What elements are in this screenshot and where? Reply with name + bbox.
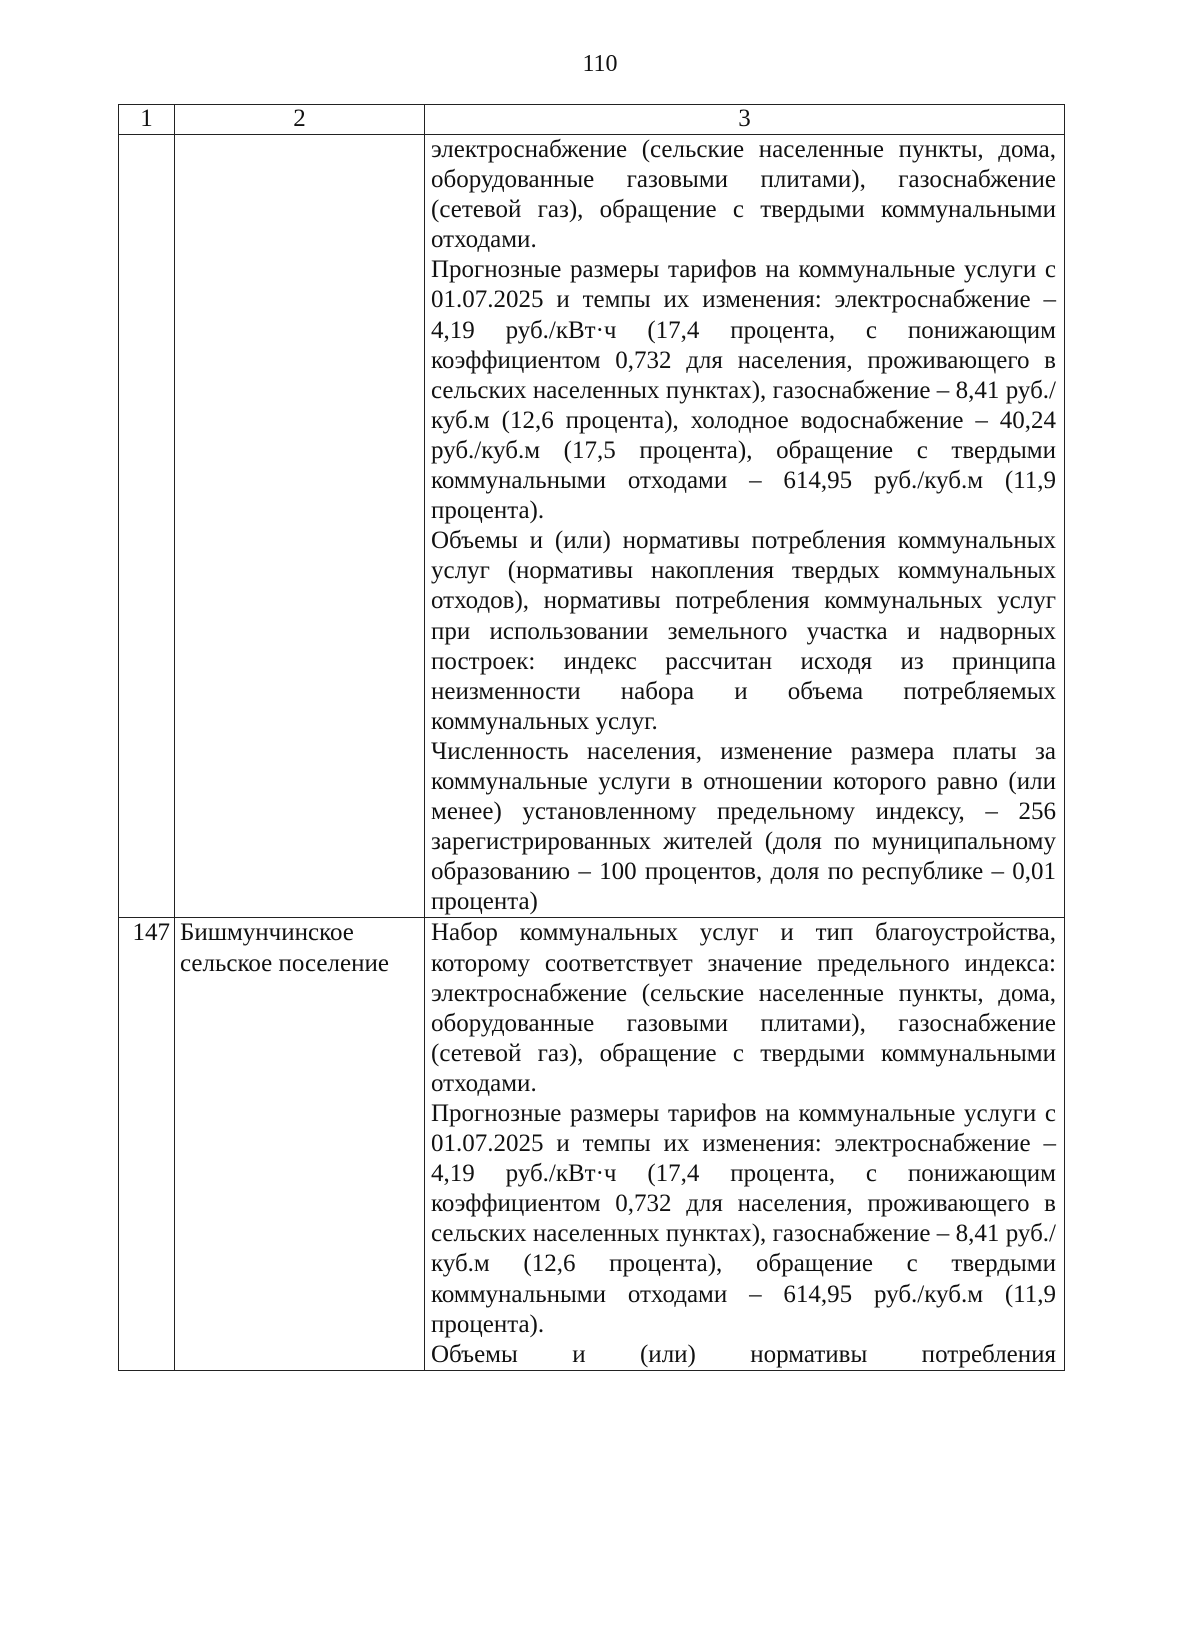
header-col-2: 2 (175, 105, 425, 135)
table-row-continuation (119, 135, 1065, 918)
table-row-147 (119, 918, 1065, 1370)
settlement-name: Бишмунчинское сельское поселение (175, 918, 425, 1370)
services-set-paragraph: Набор коммунальных услуг и тип благоустройства, которому соответствует значение предельного индекса: электроснабжение (сельские населенные пункты, дома, оборудованные газовыми плитами), газоснабжение (сетевой газ), обращение с твердыми коммунальными отходами. (431, 919, 1056, 1097)
table-header-row (119, 105, 1065, 135)
services-set-paragraph: электроснабжение (сельские населенные пункты, дома, оборудованные газовыми плитами), газоснабжение (сетевой газ), обращение с твердыми коммунальными отходами. (431, 136, 1056, 254)
row-content (425, 918, 1065, 1370)
tariffs-paragraph: Прогнозные размеры тарифов на коммунальные услуги с 01.07.2025 и темпы их изменения: электроснабжение – 4,19 руб./кВт·ч (17,4 процента, с понижающим коэффициентом 0,732 для населения, проживающего в сельских населенных пунктах), газоснабжение – 8,41 руб./куб.м (12,6 процента), холодное водоснабжение – 40,24 руб./куб.м (17,5 процента), обращение с твердыми коммунальными отходами – 614,95 руб./куб.м (11,9 процента). (431, 256, 1056, 525)
norms-paragraph: Объемы и (или) нормативы потребления (431, 1340, 1056, 1368)
tariffs-paragraph: Прогнозные размеры тарифов на коммунальные услуги с 01.07.2025 и темпы их изменения: электроснабжение – 4,19 руб./кВт·ч (17,4 процента, с понижающим коэффициентом 0,732 для населения, проживающего в сельских населенных пунктах), газоснабжение – 8,41 руб./куб.м (12,6 процента), обращение с твердыми коммунальными отходами – 614,95 руб./куб.м (11,9 процента). (431, 1100, 1056, 1338)
header-col-3: 3 (425, 105, 1065, 135)
population-paragraph: Численность населения, изменение размера платы за коммунальные услуги в отношении которого равно (или менее) установленному предельному индексу, – 256 зарегистрированных жителей (доля по муниципальному образованию – 100 процентов, доля по республике – 0,01 процента) (431, 737, 1056, 916)
row-content (425, 135, 1065, 918)
tariff-table (118, 104, 1065, 1371)
row-number (119, 135, 175, 918)
row-number: 147 (119, 918, 175, 1370)
header-col-1: 1 (119, 105, 175, 135)
page-number: 110 (582, 51, 618, 77)
norms-paragraph: Объемы и (или) нормативы потребления коммунальных услуг (нормативы накопления твердых коммунальных отходов), нормативы потребления коммунальных услуг при использовании земельного участка и надворных построек: индекс рассчитан исходя из принципа неизменности набора и объема потребляемых коммунальных услуг. (431, 527, 1056, 735)
settlement-name (175, 135, 425, 918)
